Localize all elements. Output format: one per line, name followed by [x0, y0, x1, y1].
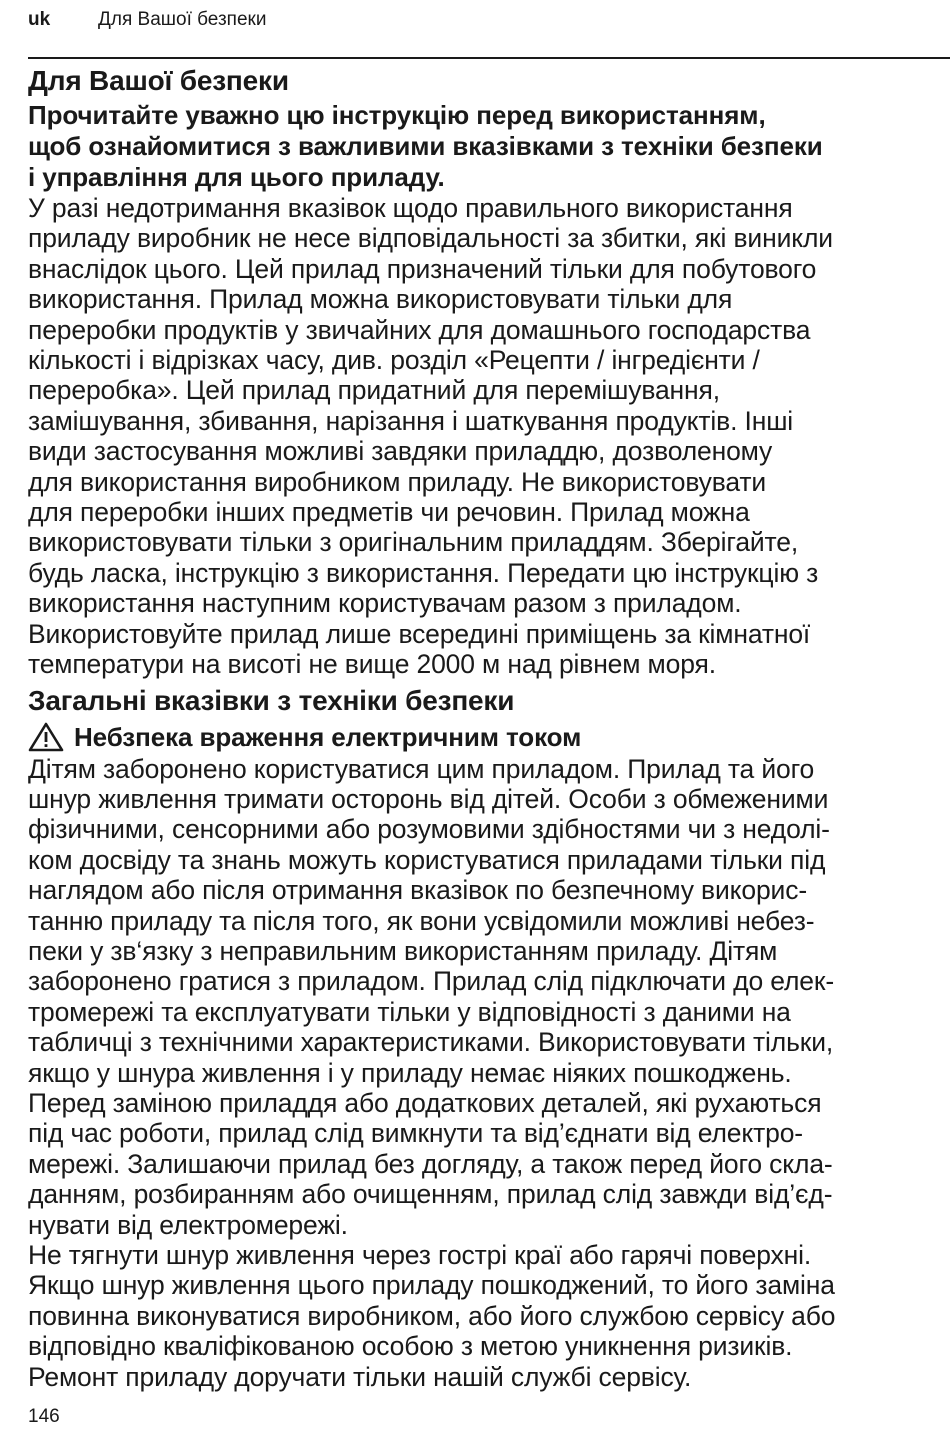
text-line: для переробки інших предметів чи речовин. Прилад можна [28, 497, 750, 528]
text-line: заборонено гратися з приладом. Прилад слід підключати до елек- [28, 966, 834, 997]
text-line: шнур живлення тримати осторонь від дітей. Особи з обмеженими [28, 783, 829, 814]
text-line: мережі. Залишаючи прилад без догляду, а також перед його скла- [28, 1148, 833, 1179]
intro-bold-paragraph [28, 100, 950, 193]
text-line: використання. Прилад можна використовувати тільки для [28, 284, 733, 315]
text-line: замішування, збивання, нарізання і шаткування продуктів. Інші [28, 405, 794, 436]
header-divider [28, 57, 950, 59]
text-line: температури на висоті не вище 2000 м над рівнем моря. [28, 649, 716, 680]
warning-triangle-icon [28, 722, 64, 752]
text-line: Використовуйте прилад лише всередині приміщень за кімнатної [28, 618, 811, 649]
text-line: якщо у шнура живлення і у приладу немає ніяких пошкоджень. [28, 1057, 792, 1088]
text-line: Дітям заборонено користуватися цим приладом. Прилад та його [28, 753, 815, 784]
section-title: Загальні вказівки з техніки безпеки [28, 684, 515, 716]
text-line: види застосування можливі завдяки приладдю, дозволеному [28, 436, 773, 467]
text-line: У разі недотримання вказівок щодо правильного використання [28, 193, 793, 223]
text-line: Перед заміною приладдя або додаткових деталей, які рухаються [28, 1087, 822, 1118]
text-line: внаслідок цього. Цей прилад призначений тільки для побутового [28, 253, 817, 284]
page-number: 146 [28, 1406, 60, 1427]
warning-heading [28, 720, 950, 754]
text-line: табличці з технічними характеристиками. Використовувати тільки, [28, 1027, 834, 1058]
text-line: приладу виробник не несе відповідальності за збитки, які виникли [28, 223, 833, 254]
language-code: uk [28, 9, 51, 30]
intro-paragraph [28, 193, 950, 680]
page-title: Для Вашої безпеки [28, 65, 289, 96]
text-line: під час роботи, прилад слід вимкнути та від’єднати від електро- [28, 1118, 803, 1149]
text-line: нувати від електромережі. [28, 1209, 348, 1240]
text-line: для використання виробником приладу. Не використовувати [28, 466, 767, 497]
text-line: Ремонт приладу доручати тільки нашій службі сервісу. [28, 1361, 692, 1392]
text-line: і управління для цього приладу. [28, 162, 445, 192]
text-line: Якщо шнур живлення цього приладу пошкоджений, то його заміна [28, 1270, 835, 1301]
text-line: танню приладу та після того, як вони усвідомили можливі небез- [28, 905, 815, 936]
text-line: тромережі та експлуатувати тільки у відповідності з даними на [28, 996, 791, 1027]
text-line: кількості і відрізках часу, див. розділ «Рецепти / інгредієнти / [28, 345, 760, 376]
text-line: Прочитайте уважно цю інструкцію перед використанням, [28, 100, 766, 130]
text-line: використання наступним користувачам разом з приладом. [28, 588, 742, 619]
text-line: ком досвіду та знань можуть користуватися приладами тільки під [28, 844, 826, 875]
text-line: використовувати тільки з оригінальним приладдям. Зберігайте, [28, 527, 799, 558]
warning-paragraph [28, 754, 950, 1393]
warning-title: Небзпека враження електричним током [74, 721, 582, 752]
text-line: переробка». Цей прилад придатний для перемішування, [28, 375, 720, 406]
text-line: фізичними, сенсорними або розумовими здібностями чи з недолі- [28, 814, 830, 845]
text-line: Не тягнути шнур живлення через гострі краї або гарячі поверхні. [28, 1240, 812, 1270]
text-line: повинна виконуватися виробником, або його службою сервісу або [28, 1300, 836, 1331]
text-line: данням, розбиранням або очищенням, прилад слід завжди від’єд- [28, 1179, 833, 1210]
page-content [28, 62, 950, 1392]
text-line: переробки продуктів у звичайних для домашнього господарства [28, 314, 811, 345]
header-section-title: Для Вашої безпеки [98, 9, 267, 30]
text-line: наглядом або після отримання вказівок по безпечному викорис- [28, 875, 807, 906]
text-line: відповідно кваліфікованою особою з метою уникнення ризиків. [28, 1331, 793, 1362]
page-header [28, 5, 266, 35]
text-line: щоб ознайомитися з важливими вказівками з техніки безпеки [28, 131, 823, 161]
text-line: пеки у зв‘язку з неправильним використанням приладу. Дітям [28, 935, 778, 966]
text-line: будь ласка, інструкцію з використання. Передати цю інструкцію з [28, 557, 819, 588]
